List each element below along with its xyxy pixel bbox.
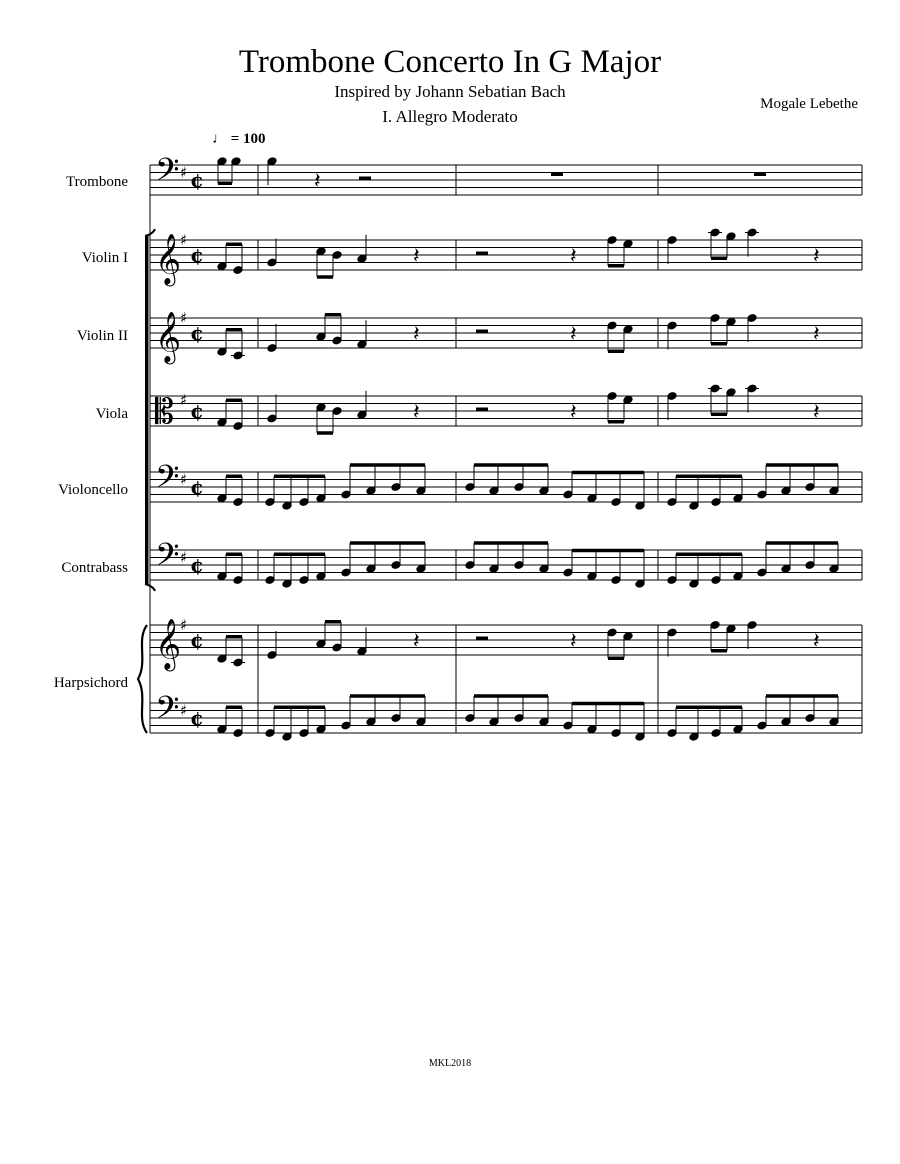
quarter-rest: 𝄽 xyxy=(570,244,577,269)
key-signature-sharp: ♯ xyxy=(180,616,188,634)
quarter-rest: 𝄽 xyxy=(813,322,820,347)
quarter-rest: 𝄽 xyxy=(813,400,820,425)
half-rest xyxy=(476,252,488,256)
instrument-label-harpsichord: Harpsichord xyxy=(53,675,128,691)
quarter-rest: 𝄽 xyxy=(570,322,577,347)
clef: 𝄞 xyxy=(155,618,182,670)
time-signature: ¢ xyxy=(190,475,204,499)
half-rest xyxy=(476,637,488,641)
time-signature: ¢ xyxy=(190,399,204,423)
quarter-rest: 𝄽 xyxy=(314,169,321,194)
key-signature-sharp: ♯ xyxy=(180,309,188,327)
movement-title: I. Allegro Moderato xyxy=(382,107,518,126)
clef: 𝄡 xyxy=(155,392,174,432)
instrument-label-viola: Viola xyxy=(95,406,128,422)
time-signature: ¢ xyxy=(190,706,204,730)
quarter-rest: 𝄽 xyxy=(413,629,420,654)
clef: 𝄢 xyxy=(155,151,180,196)
clef: 𝄞 xyxy=(155,233,182,285)
key-signature-sharp: ♯ xyxy=(180,390,188,409)
whole-rest xyxy=(754,173,766,177)
clef: 𝄞 xyxy=(155,311,182,363)
quarter-rest: 𝄽 xyxy=(813,244,820,269)
clef: 𝄢 xyxy=(155,458,180,503)
instrument-label-violin-1: Violin I xyxy=(81,250,128,266)
whole-rest xyxy=(551,173,563,177)
harpsichord-brace xyxy=(138,625,147,733)
key-signature-sharp: ♯ xyxy=(180,163,188,182)
tempo-marking: ♩ = 100 xyxy=(212,131,266,147)
instrument-label-violin-2: Violin II xyxy=(76,328,128,344)
string-bracket xyxy=(145,236,149,584)
composer-name: Mogale Lebethe xyxy=(760,96,858,112)
quarter-rest: 𝄽 xyxy=(413,400,420,425)
clef: 𝄢 xyxy=(155,689,180,734)
score-title: Trombone Concerto In G Major xyxy=(238,44,662,80)
quarter-rest: 𝄽 xyxy=(413,322,420,347)
score-subtitle: Inspired by Johann Sebatian Bach xyxy=(334,82,566,101)
key-signature-sharp: ♯ xyxy=(180,470,188,489)
time-signature: ¢ xyxy=(190,168,204,192)
time-signature: ¢ xyxy=(190,321,204,345)
instrument-label-contrabass: Contrabass xyxy=(61,560,128,576)
key-signature-sharp: ♯ xyxy=(180,701,188,720)
instrument-label-violoncello: Violoncello xyxy=(58,482,128,498)
instrument-label-trombone: Trombone xyxy=(66,174,128,190)
quarter-rest: 𝄽 xyxy=(570,400,577,425)
page-footer: MKL2018 xyxy=(428,1058,472,1069)
half-rest xyxy=(476,408,488,412)
time-signature: ¢ xyxy=(190,243,204,267)
clef: 𝄢 xyxy=(155,536,180,581)
quarter-rest: 𝄽 xyxy=(570,629,577,654)
quarter-rest: 𝄽 xyxy=(813,629,820,654)
time-signature: ¢ xyxy=(190,628,204,652)
key-signature-sharp: ♯ xyxy=(180,548,188,567)
key-signature-sharp: ♯ xyxy=(180,231,188,249)
half-rest xyxy=(476,330,488,334)
time-signature: ¢ xyxy=(190,553,204,577)
half-rest xyxy=(359,177,371,181)
quarter-rest: 𝄽 xyxy=(413,244,420,269)
